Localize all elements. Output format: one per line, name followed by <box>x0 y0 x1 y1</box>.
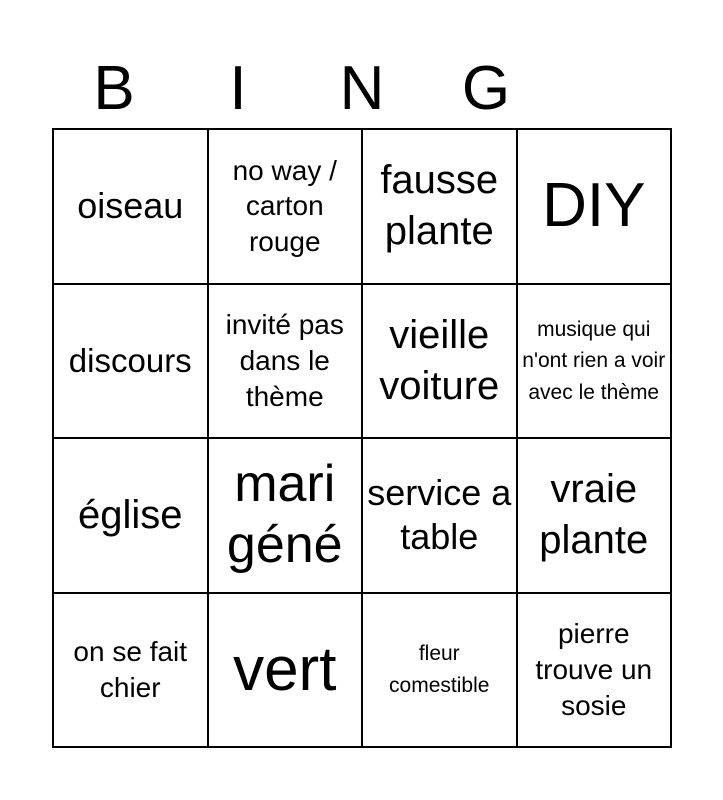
bingo-cell[interactable]: mari géné <box>208 438 363 593</box>
bingo-cell[interactable]: on se fait chier <box>53 593 208 748</box>
bingo-cell[interactable]: pierre trouve un sosie <box>517 593 672 748</box>
bingo-cell[interactable]: invité pas dans le thème <box>208 284 363 439</box>
bingo-cell[interactable]: discours <box>53 284 208 439</box>
bingo-cell[interactable]: vieille voiture <box>362 284 517 439</box>
header-letter-n: N <box>339 54 385 123</box>
bingo-cell[interactable]: oiseau <box>53 129 208 284</box>
bingo-cell[interactable]: service a table <box>362 438 517 593</box>
bingo-header <box>52 50 672 128</box>
bingo-cell[interactable]: DIY <box>517 129 672 284</box>
bingo-cell[interactable]: église <box>53 438 208 593</box>
bingo-board <box>52 128 672 748</box>
bingo-cell[interactable]: fleur comestible <box>362 593 517 748</box>
header-letter-g: G <box>461 54 511 123</box>
header-letter-b: B <box>93 54 135 123</box>
bingo-cell[interactable]: vert <box>208 593 363 748</box>
bingo-cell[interactable]: no way / carton rouge <box>208 129 363 284</box>
bingo-cell[interactable]: fausse plante <box>362 129 517 284</box>
header-letter-i: I <box>229 54 247 123</box>
bingo-cell[interactable]: musique qui n'ont rien a voir avec le thème <box>517 284 672 439</box>
bingo-cell[interactable]: vraie plante <box>517 438 672 593</box>
